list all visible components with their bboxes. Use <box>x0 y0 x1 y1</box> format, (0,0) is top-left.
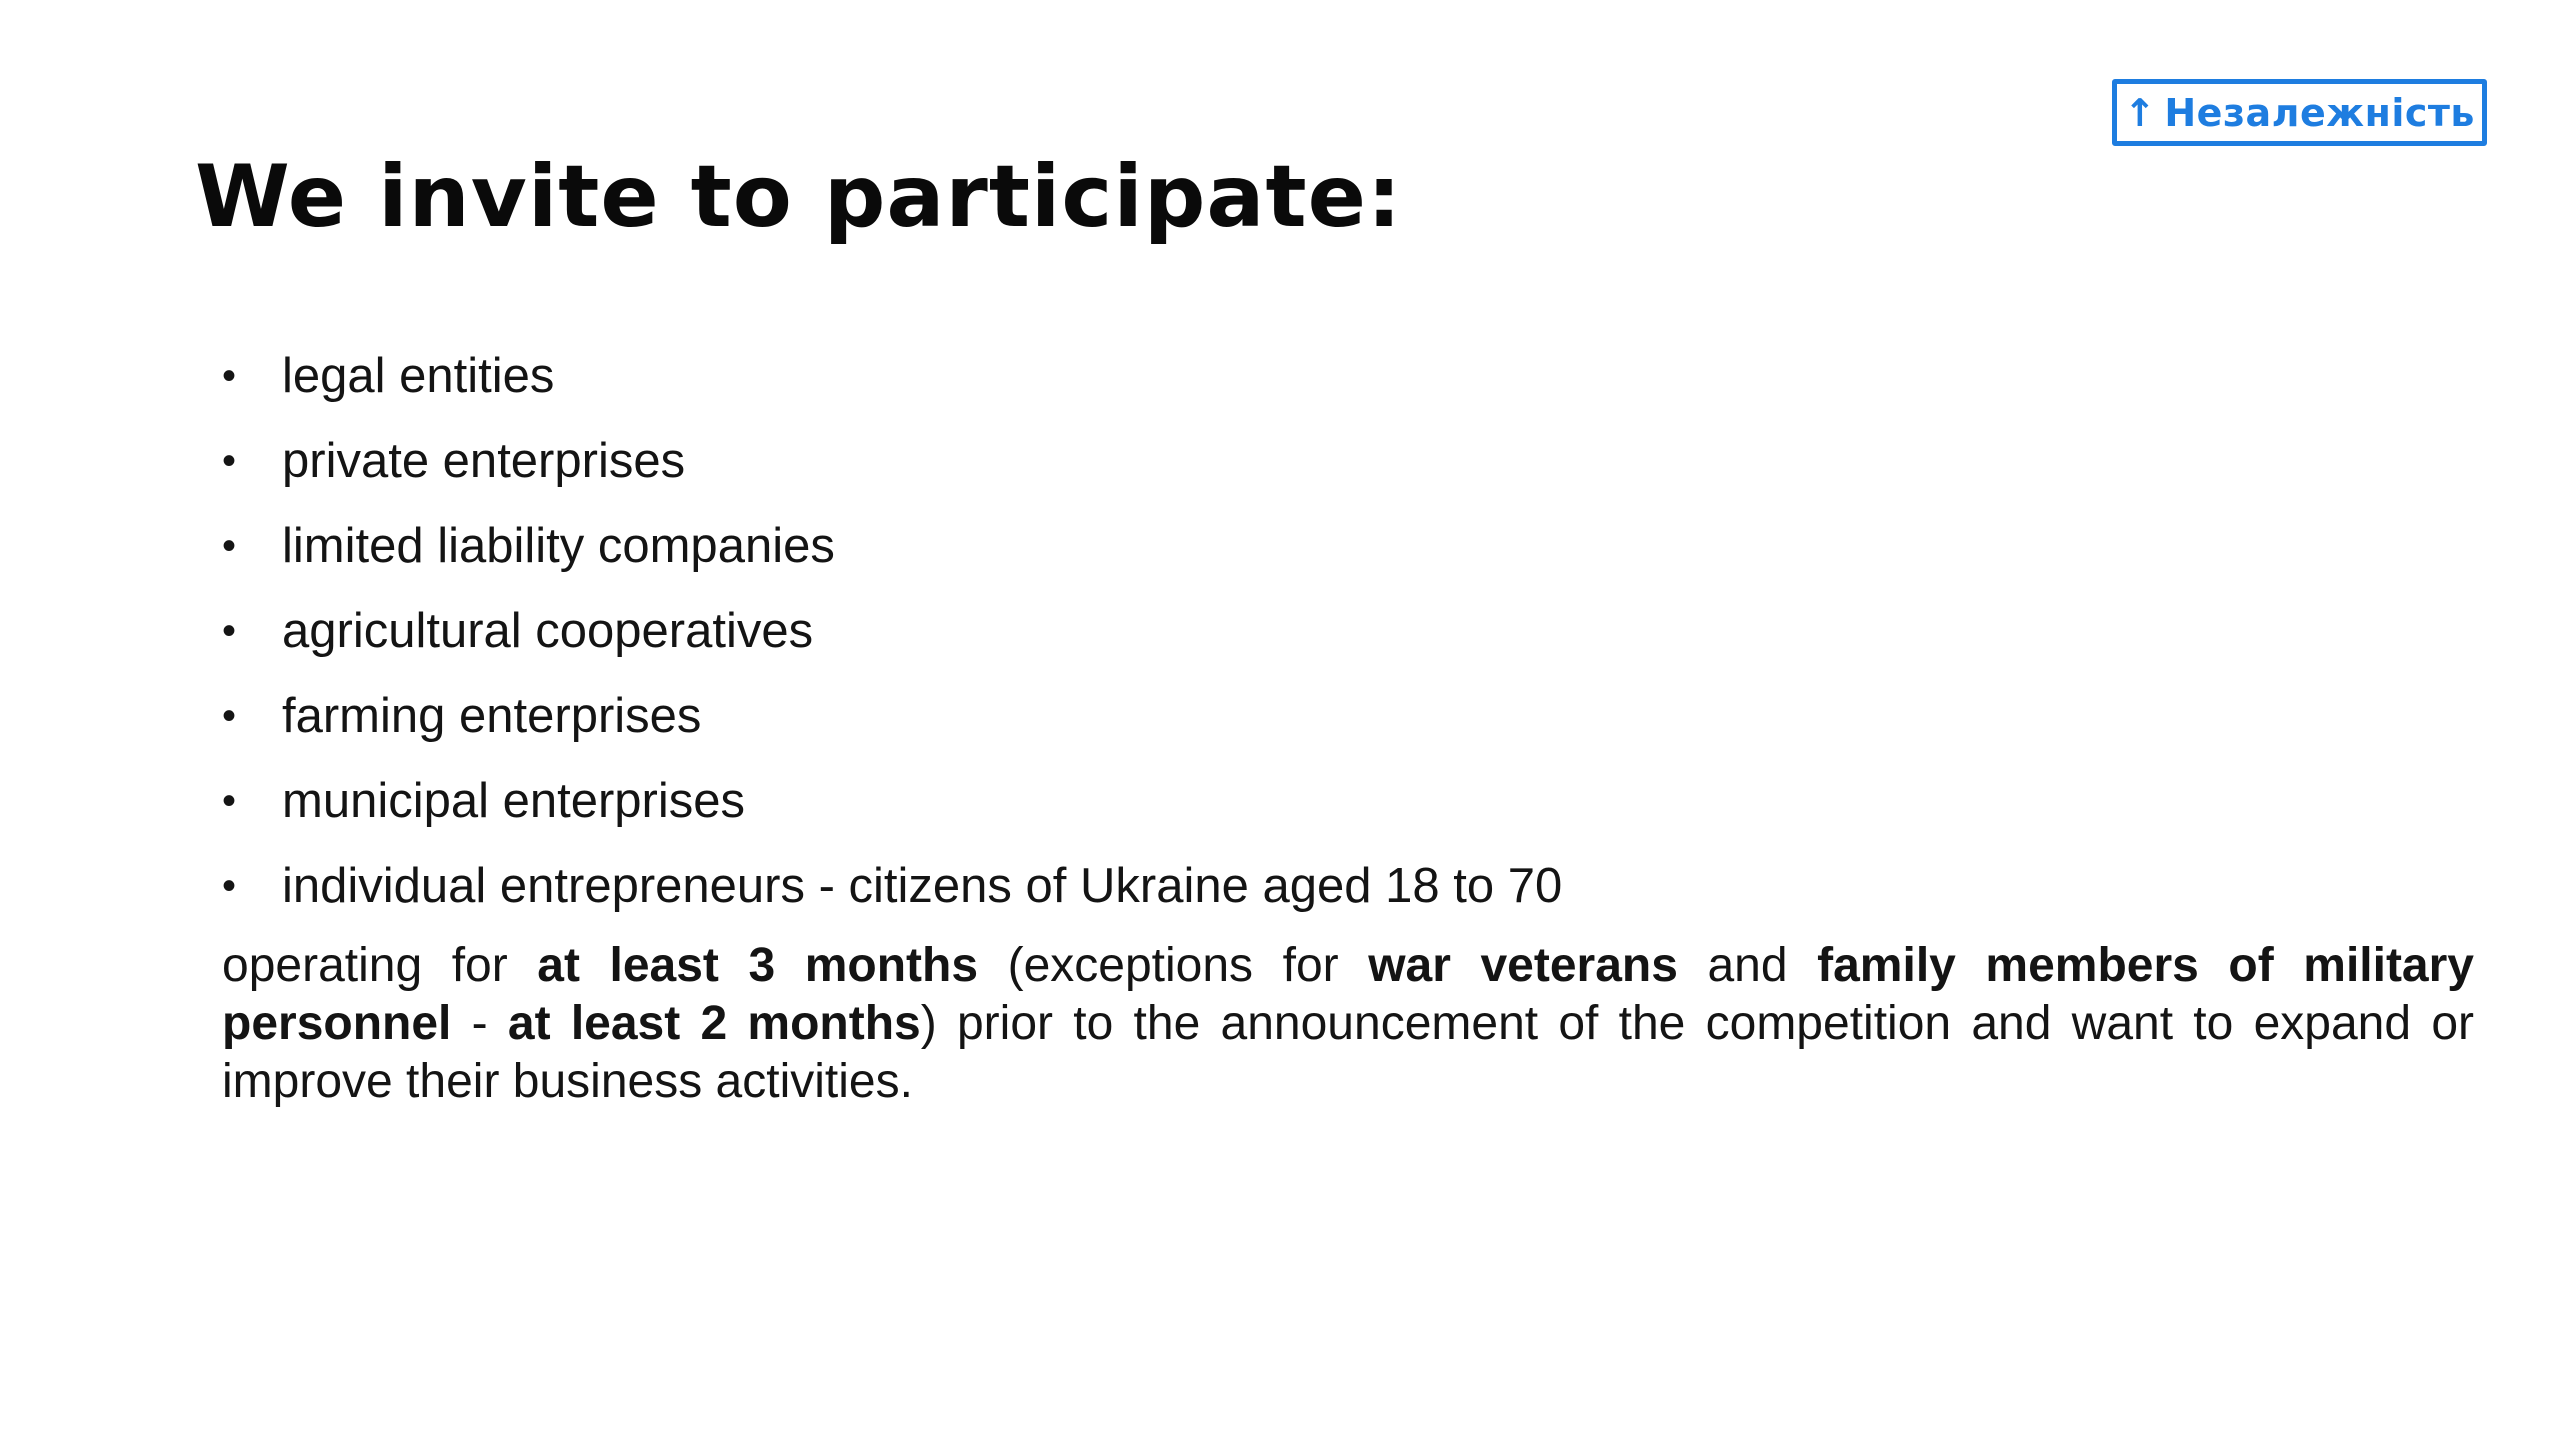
list-item <box>222 595 1562 680</box>
paragraph-text: operating for <box>222 939 538 992</box>
list-item-text: legal entities <box>282 349 555 403</box>
up-arrow-icon: ↑ <box>2124 90 2157 135</box>
list-item-text: agricultural cooperatives <box>282 604 814 658</box>
bullet-icon: • <box>222 779 237 823</box>
list-item-text: limited liability companies <box>282 519 835 573</box>
list-item <box>222 510 1562 595</box>
paragraph-emphasis: at least 3 months <box>537 939 979 992</box>
list-item-text: municipal enterprises <box>282 774 745 828</box>
participant-list <box>222 340 1562 935</box>
paragraph-emphasis: war veterans <box>1368 939 1678 992</box>
paragraph-emphasis: at least 2 months <box>507 997 921 1050</box>
bullet-icon: • <box>222 864 237 908</box>
list-item <box>222 680 1562 765</box>
eligibility-paragraph <box>222 937 2474 1111</box>
paragraph-emphasis: family members of military personnel <box>222 939 2475 1050</box>
list-item <box>222 425 1562 510</box>
bullet-icon: • <box>222 439 237 483</box>
list-item <box>222 340 1562 425</box>
bullet-icon: • <box>222 524 237 568</box>
list-item-text: private enterprises <box>282 434 686 488</box>
paragraph-text: ) prior to the announcement of the competition and want to expand or improve their business activities. <box>222 997 2475 1108</box>
list-item <box>222 765 1562 850</box>
paragraph-text: (exceptions for <box>978 939 1369 992</box>
paragraph-text: and <box>1677 939 1818 992</box>
list-item-text: farming enterprises <box>282 689 702 743</box>
list-item-text: individual entrepreneurs - citizens of Ukraine aged 18 to 70 <box>282 859 1563 913</box>
brand-logo <box>2112 79 2487 146</box>
bullet-icon: • <box>222 609 237 653</box>
bullet-icon: • <box>222 694 237 738</box>
bullet-icon: • <box>222 354 237 398</box>
paragraph-text: - <box>451 997 508 1050</box>
slide-title: We invite to participate: <box>195 147 1403 247</box>
brand-logo-text: Незалежність <box>2164 90 2475 135</box>
list-item <box>222 850 1562 935</box>
